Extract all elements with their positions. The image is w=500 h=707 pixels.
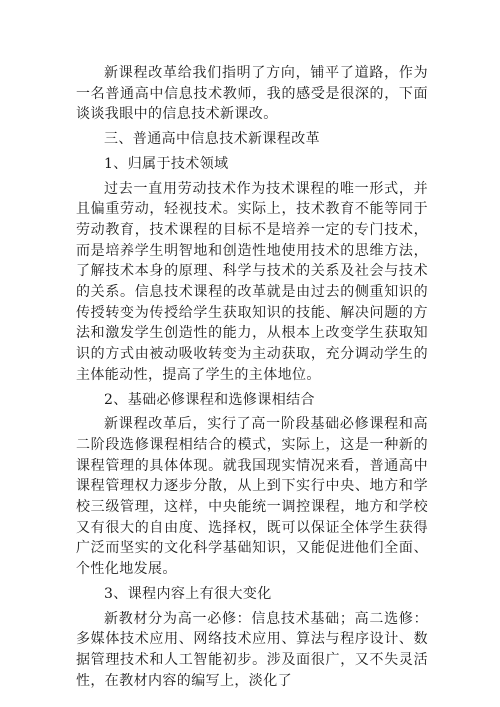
subsection-heading-3: 3、课程内容上有很大变化 — [104, 585, 272, 602]
body-paragraph-1: 过去一直用劳动技术作为技术课程的唯一形式，并且偏重劳动，轻视技术。实际上，技术教育不能等同于劳动教育，技术课程的目标不是培养一定的专门技术，而是培养学生明智地和创造性地使用技术的思维方法，了解技术本身的原理、科学与技术的关系及社会与技术的关系。信息技术课程的改革就是由过去的侧重知识的传授转变为传授给学生获取知识的技能、解决问题的方法和激发学生创造性的能力，从根本上改变学生获取知识的方式由被动吸收转变为主动获取，充分调动学生的主体能动性，提高了学生的主体地位。 — [76, 180, 428, 383]
document-body — [76, 63, 428, 691]
body-paragraph-3: 新教材分为高一必修：信息技术基础；高二选修：多媒体技术应用、网络技术应用、算法与程序设计、数据管理技术和人工智能初步。涉及面很广，又不失灵活性，在教材内容的编写上，淡化了 — [76, 610, 428, 689]
subsection-heading-2: 2、基础必修课程和选修课相结合 — [104, 391, 315, 408]
intro-paragraph: 新课程改革给我们指明了方向，铺平了道路，作为一名普通高中信息技术教师，我的感受是很深的，下面谈谈我眼中的信息技术新课改。 — [76, 65, 428, 123]
body-paragraph-2: 新课程改革后，实行了高一阶段基础必修课程和高二阶段选修课程相结合的模式，实际上，这是一种新的课程管理的具体体现。就我国现实情况来看，普通高中课程管理权力逐步分散，从上到下实行中央、地方和学校三级管理，这样，中央能统一调控课程，地方和学校又有很大的自由度、选择权，既可以保证全体学生获得广泛而坚实的文化科学基础知识，又能促进他们全面、个性化地发展。 — [76, 416, 428, 578]
subsection-heading-1: 1、归属于技术领域 — [104, 155, 229, 172]
section-heading: 三、普通高中信息技术新课程改革 — [104, 131, 320, 148]
